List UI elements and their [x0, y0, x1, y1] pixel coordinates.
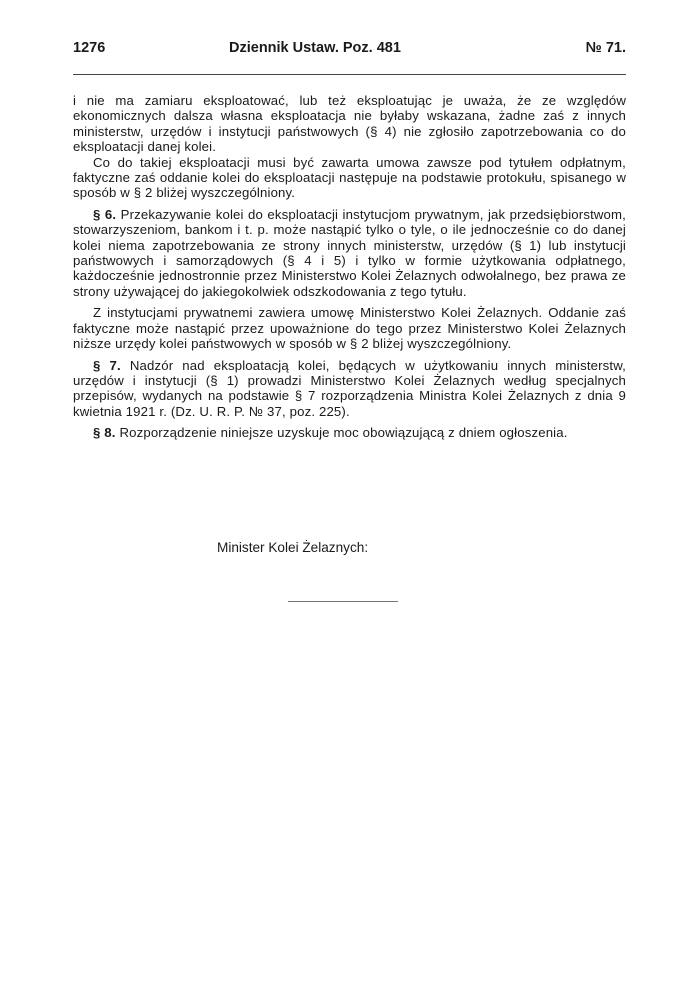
paragraph-contract: Co do takiej eksploatacji musi być zawarta umowa zawsze pod tytułem odpłatnym, faktyczne zaś oddanie kolei do eksploatacji następuje na podstawie protokułu, spisanego w sposób w § 2 bliżej wyszczególniony.	[73, 154, 626, 201]
section-6	[73, 207, 626, 299]
signature-title: Minister Kolei Żelaznych:	[217, 540, 369, 555]
section-8-label: § 8.	[93, 425, 116, 441]
page-header	[73, 40, 626, 60]
paragraph-continuation: i nie ma zamiaru eksploatować, lub też eksploatując je uważa, że ze względów ekonomicznych dalsza własna eksploatacja nie byłaby wskazana, żadne zaś z innych ministerstw, urzędów i instytucji państwowych (§ 4) nie zgłosiło zapotrzebowania co do eksploatacji danej kolei.	[73, 93, 626, 155]
paragraph-private-institutions: Z instytucjami prywatnemi zawiera umowę Ministerstwo Kolei Żelaznych. Oddanie zaś faktyczne może nastąpić przez upoważnione do tego przez Ministerstwo Kolei Żelaznych niższe urzędy kolei państwowych w sposób w § 2 bliżej wyszczególniony.	[73, 305, 626, 352]
section-7-label: § 7.	[93, 357, 121, 373]
closing-rule	[288, 601, 398, 602]
document-body	[73, 93, 626, 441]
section-8-text: Rozporządzenie niniejsze uzyskuje moc obowiązującą z dniem ogłoszenia.	[119, 425, 568, 441]
page-number: 1276	[73, 40, 106, 56]
section-6-label: § 6.	[93, 206, 117, 222]
journal-title: Dziennik Ustaw. Poz. 481	[229, 40, 401, 56]
section-6-text: Przekazywanie kolei do eksploatacji instytucjom prywatnym, jak przedsiębiorstwom, stowarzyszeniom, bankom i t. p. może nastąpić tylko o tyle, o ile jednocześnie co do danej kolei niema zapotrzebowania ze strony innych ministerstw, urzędów (§ 1) lub instytucji państwowych i samorządowych (§ 4 i 5) i tylko w formie użytkowania odpłatnego, każdocześnie jednostronnie przez Ministerstwo Kolei Żelaznych odwołalnego, bez prawa ze strony używającej do jakiegokolwiek odszkodowania z tego tytułu.	[73, 206, 626, 299]
issue-number: № 71.	[585, 40, 626, 56]
section-7-text: Nadzór nad eksploatacją kolei, będących w użytkowaniu innych ministerstw, urzędów i instytucji (§ 1) prowadzi Ministerstwo Kolei Żelaznych według specjalnych przepisów, wydanych na podstawie § 7 rozporządzenia Ministra Kolei Żelaznych z dnia 9 kwietnia 1921 r. (Dz. U. R. P. № 37, poz. 225).	[73, 357, 626, 419]
section-7	[73, 358, 626, 420]
section-8	[73, 425, 626, 440]
header-rule	[73, 74, 626, 75]
